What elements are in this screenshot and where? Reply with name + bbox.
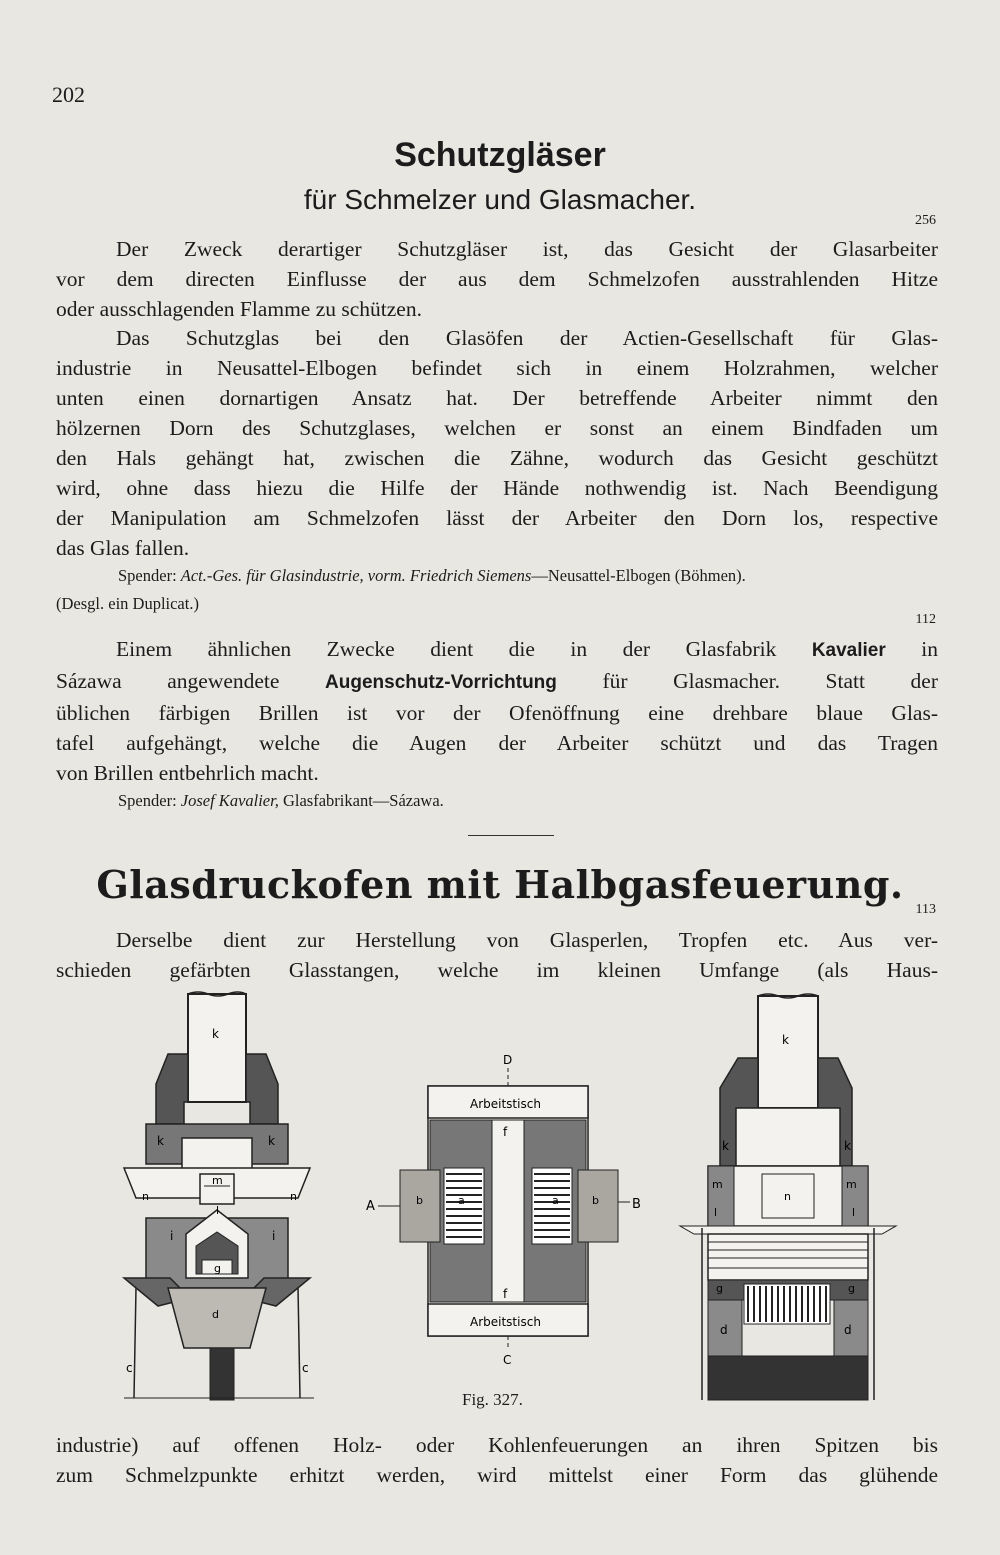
section-subtitle: für Schmelzer und Glasmacher. (303, 184, 697, 215)
paragraph-purpose (56, 234, 938, 324)
text-line: schieden gefärbten Glasstangen, welche im kleinen Umfange (als Haus- (56, 958, 938, 982)
label-f: f (503, 1125, 508, 1139)
text-line: oder ausschlagenden Flamme zu schützen. (56, 297, 422, 321)
text-line: üblichen färbigen Brillen ist vor der Ofenöffnung eine drehbare blaue Glas- (56, 701, 938, 725)
label-d: d (720, 1323, 728, 1337)
label-m: m (212, 1174, 223, 1187)
label-c: c (302, 1361, 309, 1375)
work-table-label-top: Arbeitstisch (470, 1097, 541, 1111)
label-k: k (722, 1139, 729, 1153)
paragraph-kavalier (56, 634, 938, 788)
section-title-schutzglaeser: Schutzgläser (394, 136, 606, 174)
donor-place: —Neusattel-Elbogen (Böhmen). (531, 566, 746, 585)
donor-name: Act.-Ges. für Glasindustrie, vorm. Friedrich Siemens (180, 566, 532, 585)
label-n: n (142, 1190, 149, 1203)
text-line: tafel aufgehängt, welche die Augen der Arbeiter schützt und das Tragen (56, 731, 938, 755)
company-name: Kavalier (811, 640, 886, 661)
label-g: g (716, 1282, 723, 1295)
item-number-256: 256 (915, 213, 936, 228)
donor-note: (Desgl. ein Duplicat.) (56, 594, 199, 613)
text-span: in (921, 637, 939, 661)
label-f: f (503, 1287, 508, 1301)
figure-caption: Fig. 327. (462, 1390, 523, 1409)
furnace-plan-drawing (360, 1050, 650, 1370)
text-line: hölzernen Dorn des Schutzglases, welchen er sonst an einem Bindfaden um (56, 416, 938, 440)
label-B: B (632, 1197, 641, 1212)
label-k: k (844, 1139, 851, 1153)
label-c: c (126, 1361, 133, 1375)
text-line: der Manipulation am Schmelzofen lässt der Arbeiter den Dorn los, respective (56, 506, 938, 530)
furnace-section-left-drawing (100, 988, 340, 1403)
text-line: industrie) auf offenen Holz- oder Kohlenfeuerungen an ihren Spitzen bis (56, 1433, 938, 1457)
device-name: Augenschutz-Vorrichtung (325, 672, 557, 693)
text-line (56, 634, 938, 666)
donor-label: Spender: (118, 791, 177, 810)
label-l: l (216, 1204, 220, 1217)
text-line: industrie in Neusattel-Elbogen befindet sich in einem Holzrahmen, welcher (56, 356, 938, 380)
text-line (56, 666, 938, 698)
page-number: 202 (52, 82, 85, 107)
text-line: von Brillen entbehrlich macht. (56, 761, 319, 785)
label-a: a (552, 1194, 559, 1207)
label-C: C (503, 1353, 512, 1367)
text-line: zum Schmelzpunkte erhitzt werden, wird mittelst einer Form das glühende (56, 1463, 938, 1487)
label-m: m (712, 1178, 723, 1191)
label-A: A (366, 1199, 375, 1214)
label-k: k (212, 1027, 219, 1041)
text-span: Einem ähnlichen Zwecke dient die in der Glasfabrik (116, 637, 777, 661)
label-k: k (157, 1134, 164, 1148)
label-k: k (268, 1134, 275, 1148)
label-m: m (846, 1178, 857, 1191)
label-b: b (416, 1194, 423, 1207)
label-l: l (852, 1206, 856, 1219)
work-table-label-bottom: Arbeitstisch (470, 1315, 541, 1329)
label-n: n (290, 1190, 297, 1203)
label-n: n (784, 1190, 791, 1203)
text-line: vor dem directen Einflusse der aus dem Schmelzofen ausstrahlenden Hitze (56, 267, 938, 291)
paragraph-description (56, 323, 938, 563)
label-d: d (212, 1308, 219, 1321)
label-a: a (458, 1194, 465, 1207)
label-k: k (782, 1033, 789, 1047)
text-line: Das Schutzglas bei den Glasöfen der Actien-Gesellschaft für Glas- (116, 326, 938, 350)
label-l: l (714, 1206, 718, 1219)
item-number-113: 113 (915, 902, 936, 917)
paragraph-glasdruckofen-intro (56, 925, 938, 985)
text-line: unten einen dornartigen Ansatz hat. Der betreffende Arbeiter nimmt den (56, 386, 938, 410)
donor-name: Josef Kavalier, (180, 791, 279, 810)
item-number-112: 112 (915, 612, 936, 627)
paragraph-glasdruckofen-cont (56, 1430, 938, 1490)
text-line: den Hals gehängt hat, zwischen die Zähne, wodurch das Gesicht geschützt (56, 446, 938, 470)
text-line: Der Zweck derartiger Schutzgläser ist, das Gesicht der Glasarbeiter (116, 237, 938, 261)
section-divider (468, 835, 554, 836)
label-D: D (503, 1053, 513, 1067)
label-g: g (214, 1262, 221, 1275)
donor-label: Spender: (118, 566, 177, 585)
section-title-glasdruckofen: Glasdruckofen mit Halbgasfeuerung. (96, 862, 904, 907)
text-line: wird, ohne dass hiezu die Hilfe der Hände nothwendig ist. Nach Beendigung (56, 476, 938, 500)
donor-line-2 (118, 788, 444, 814)
label-g: g (848, 1282, 855, 1295)
label-d: d (844, 1323, 852, 1337)
furnace-section-right-drawing (672, 988, 907, 1403)
text-span: Sázawa angewendete (56, 669, 280, 693)
text-span: für Glasmacher. Statt der (602, 669, 938, 693)
label-i: i (272, 1229, 276, 1243)
label-i: i (170, 1229, 174, 1243)
donor-place: Glasfabrikant—Sázawa. (282, 791, 444, 810)
label-b: b (592, 1194, 599, 1207)
text-line: Derselbe dient zur Herstellung von Glasperlen, Tropfen etc. Aus ver- (116, 928, 938, 952)
donor-line-1 (118, 563, 746, 589)
text-line: das Glas fallen. (56, 536, 190, 560)
